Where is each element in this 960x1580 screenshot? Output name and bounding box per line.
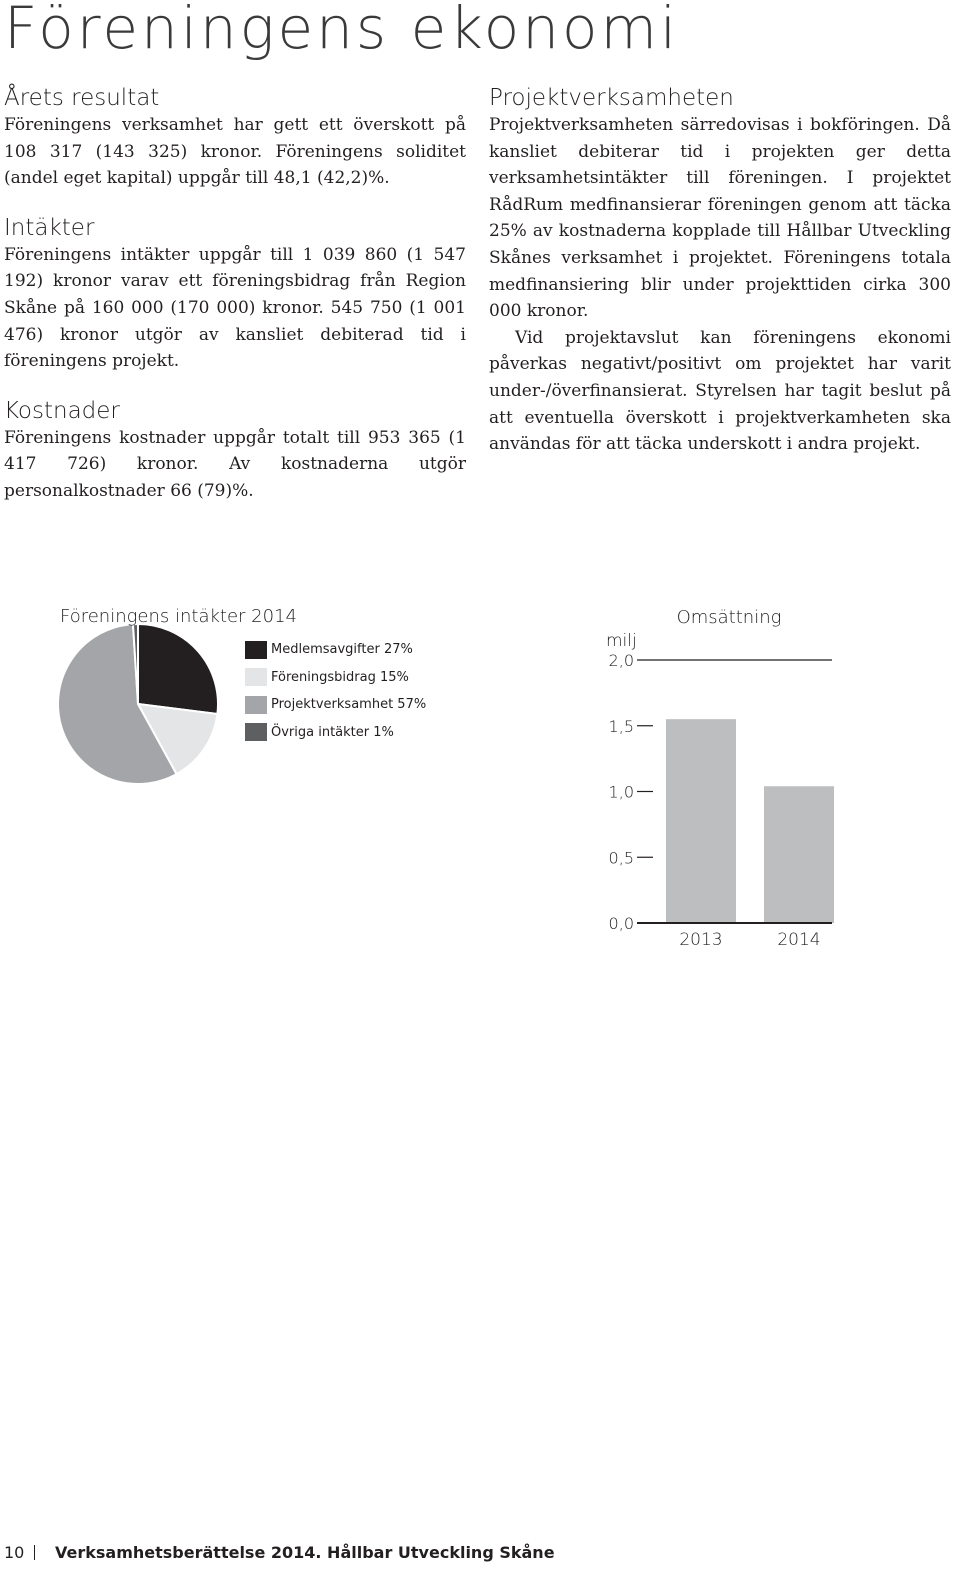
- section-heading-projects: Projektverksamheten: [489, 85, 734, 111]
- turnover-bar-chart: [596, 596, 846, 956]
- pie-slice: [138, 624, 218, 714]
- legend-label: Medlemsavgifter 27%: [271, 642, 413, 657]
- pie-chart-title: Föreningens intäkter 2014: [60, 606, 297, 627]
- legend-item: [245, 640, 426, 659]
- right-column: [489, 84, 951, 458]
- section-heading-costs: Kostnader: [4, 397, 120, 424]
- legend-item: [245, 695, 426, 714]
- legend-swatch: [245, 723, 267, 741]
- y-tick-label: 1,0: [608, 782, 634, 802]
- bar: [666, 719, 736, 923]
- y-tick-label: 2,0: [608, 651, 634, 670]
- x-tick-label: 2014: [777, 930, 821, 950]
- section-text-projects-1: Projektverksamheten särredovisas i bokföringen. Då kansliet debiterar tid i projekten ger detta verksamhetsintäkter till föreningen. I projektet RådRum medfinansierar föreningen genom att täcka 25% av kostnaderna kopplade till Hållbar Utveckling Skånes verksamhet i projektet. Föreningens totala medfinansiering blir under projekttiden cirka 300 000 kronor.: [489, 115, 951, 322]
- left-column: [4, 84, 466, 505]
- legend-label: Övriga intäkter 1%: [271, 724, 394, 740]
- footer-divider: [34, 1545, 35, 1560]
- legend-label: Föreningsbidrag 15%: [271, 669, 409, 685]
- income-pie-chart: [52, 604, 232, 804]
- footer-document-title: Verksamhetsberättelse 2014. Hållbar Utveckling Skåne: [55, 1543, 555, 1562]
- legend-swatch: [245, 696, 267, 714]
- bar-chart-title: Omsättning: [676, 607, 782, 628]
- page-title: Föreningens ekonomi: [4, 0, 680, 62]
- legend-item: [245, 668, 426, 687]
- y-tick-label: 0,5: [608, 848, 634, 868]
- x-tick-label: 2013: [679, 930, 723, 950]
- section-text-result: Föreningens verksamhet har gett ett överskott på 108 317 (143 325) kronor. Föreningens soliditet (andel eget kapital) uppgår till 48,1 (42,2)%.: [4, 115, 466, 189]
- y-tick-label: 1,5: [608, 716, 634, 736]
- y-axis-unit-label: milj: [606, 631, 637, 651]
- page-footer: [4, 1543, 555, 1562]
- legend-swatch: [245, 668, 267, 686]
- section-text-income: Föreningens intäkter uppgår till 1 039 860 (1 547 192) kronor varav ett föreningsbidrag från Region Skåne på 160 000 (170 000) kronor. 545 750 (1 001 476) kronor utgör av kansliet debiterad tid i föreningens projekt.: [4, 244, 466, 372]
- legend-label: Projektverksamhet 57%: [271, 697, 427, 712]
- legend-item: [245, 723, 426, 742]
- section-heading-income: Intäkter: [4, 214, 95, 241]
- y-tick-label: 0,0: [608, 914, 634, 933]
- section-text-costs: Föreningens kostnader uppgår totalt till 953 365 (1 417 726) kronor. Av kostnaderna utgör personalkostnader 66 (79)%.: [4, 427, 466, 501]
- section-heading-result: Årets resultat: [4, 85, 160, 111]
- legend-swatch: [245, 641, 267, 659]
- section-text-projects-2: Vid projektavslut kan föreningens ekonomi påverkas negativt/positivt om projektet har varit under-/överfinansierat. Styrelsen har tagit beslut på att eventuella överskott i projektverkamheten ska användas för att täcka underskott i andra projekt.: [489, 327, 951, 455]
- page-number: 10: [4, 1543, 25, 1562]
- bar: [764, 786, 834, 923]
- pie-legend: [245, 640, 426, 750]
